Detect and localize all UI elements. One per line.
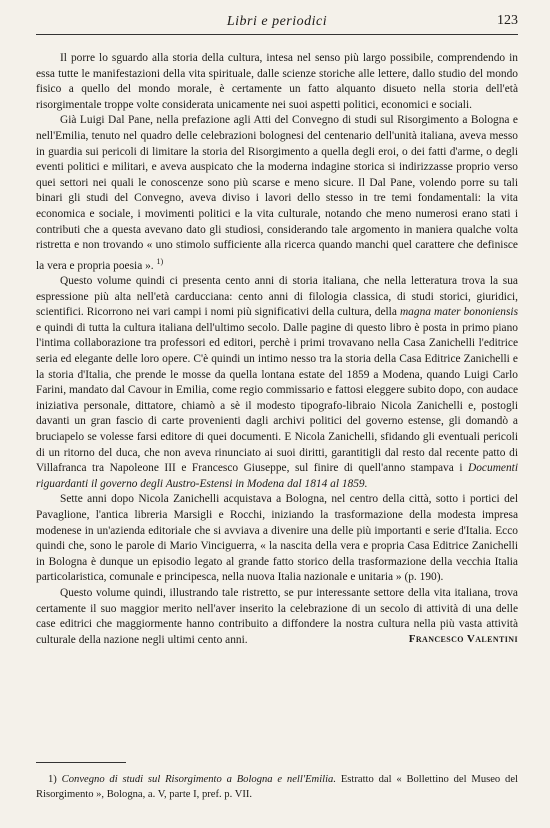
- footnote-title: Convegno di studi sul Risorgimento a Bologna e nell'Emilia.: [61, 774, 336, 785]
- paragraph-2: [36, 113, 518, 274]
- paragraph-3: [36, 274, 518, 492]
- author-signature: Francesco Valentini: [408, 633, 518, 646]
- footnote-divider: [36, 762, 126, 763]
- article-body: [36, 51, 518, 645]
- running-head: [36, 10, 518, 35]
- latin-phrase: magna mater bononiensis: [399, 306, 518, 319]
- paragraph-3-text-a: Questo volume quindi ci presenta cento anni di storia italiana, che nella letteratura trova la sua espressione più alta nell'età carducciana: cento anni di filologia classica, di studi storici, giuridici, scientifici. Ricorrono nei vari campi i nomi più significativi della cultura, della: [36, 275, 518, 319]
- page-number: 123: [497, 13, 518, 28]
- book-title: Documenti riguardanti il governo degli Austro-Estensi in Modena dal 1814 al 1859.: [36, 462, 518, 490]
- running-title: Libri e periodici: [226, 14, 328, 29]
- paragraph-5: Questo volume quindi, illustrando tale ristretto, se pur interessante settore della vita italiana, trova certamente il suo maggior merito nell'aver inserito la celebrazione di un secolo di attività di una delle case editrici che maggiormente hanno contribuito a diffondere la nostra cultura nella più vasta attività culturale della nazione negli ultimi cento anni.: [36, 586, 518, 646]
- paragraph-4: Sette anni dopo Nicola Zanichelli acquistava a Bologna, nel centro della città, sotto i portici del Pavaglione, l'antica libreria Marsigli e Rocchi, iniziando la trasformazione della modesta impresa modenese in un'azienda editoriale che si avviava a divenire una delle più importanti e serie d'Italia. Ecco quindi che, sono le parole di Mario Vinciguerra, « la nascita della vera e propria Casa Editrice Zanichelli in Bologna è dunque un episodio legato al grande fatto storico della trasformazione della vecchia Italia particolaristica, comunale e principesca, nella nuova Italia nazionale e unitaria » (p. 190).: [36, 493, 518, 584]
- paragraph-1: Il porre lo sguardo alla storia della cultura, intesa nel senso più largo possibile, comprendendo in essa tutte le manifestazioni della vita spirituale, dalle scienze storiche alle lettere, dallo studio del mondo fisico a quello del mondo morale, è certamente un fatto alquanto disueto nella storia dell'età risorgimentale troppe volte considerata unicamente nei suoi aspetti politici, economici e sociali.: [36, 52, 518, 111]
- footnote-reference[interactable]: 1): [156, 256, 164, 266]
- footnote-marker: 1): [48, 774, 57, 785]
- footnote-text: Estratto dal « Bollettino del Museo del Risorgimento », Bologna, a. V, parte I, pref. p. VII.: [36, 774, 518, 800]
- footnote: [36, 772, 518, 802]
- paragraph-2-text: Già Luigi Dal Pane, nella prefazione agli Atti del Convegno di studi sul Risorgimento a Bologna e nell'Emilia, tenuto nel quadro delle celebrazioni bolognesi del centenario dell'unità italiana, aveva messo in guardia sui pericoli di limitare la storia del Risorgimento a quella degli eroi, o dei fatti d'arme, o degli eventi politici e militari, e aveva auspicato che la moderna indagine storica si indirizzasse proprio verso quei settori nei quali le conoscenze sono più scarse e meno sicure. Il Dal Pane, volendo porre su tali binari gli studi del Convegno, aveva diviso i lavori dello stesso in tre temi fondamentali: la vita economica e sociale, i movimenti politici e la vita culturale, notando che meno numerosi erano stati i contributi che a questa avevano dato gli studiosi, considerando tale argomento in maniera qualche volta ristretta e non trovando « uno stimolo sufficiente alla ricerca quando manchi quel carattere che definisce la vera e propria poesia ».: [36, 114, 518, 272]
- page: [36, 10, 518, 645]
- paragraph-3-text-b: e quindi di tutta la cultura italiana dell'ultimo secolo. Dalle pagine di questo libro è posta in primo piano l'intima collaborazione tra professori ed editori, perchè i primi trovavano nella Casa Zanichelli l'editrice seria ed elegante delle loro opere. C'è quindi un intimo nesso tra la storia della Casa Editrice Zanichelli e la storia d'Italia, che prende le mosse da quella lontana estate del 1859 a Modena, quando Luigi Carlo Farini, mandato dal Cavour in Emilia, come regio commissario e fattosi eleggere subito dopo, con audace iniziativa personale, dittatore, chiamò a sè il modesto tipografo-libraio Nicola Zanichelli e, postogli davanti un gran fascio di carte provenienti dagli archivi politici del governo estense, gli domandò a bruciapelo se volesse farsi editore di quei documenti. E Nicola Zanichelli, sfidando gli eventuali pericoli di un ritorno del duca, che non aveva rinunciato ai suoi diritti, garantitigli dal resto dal recente patto di Villafranca tra Napoleone III e Francesco Giuseppe, sul finire di quell'anno stampava i: [36, 321, 518, 475]
